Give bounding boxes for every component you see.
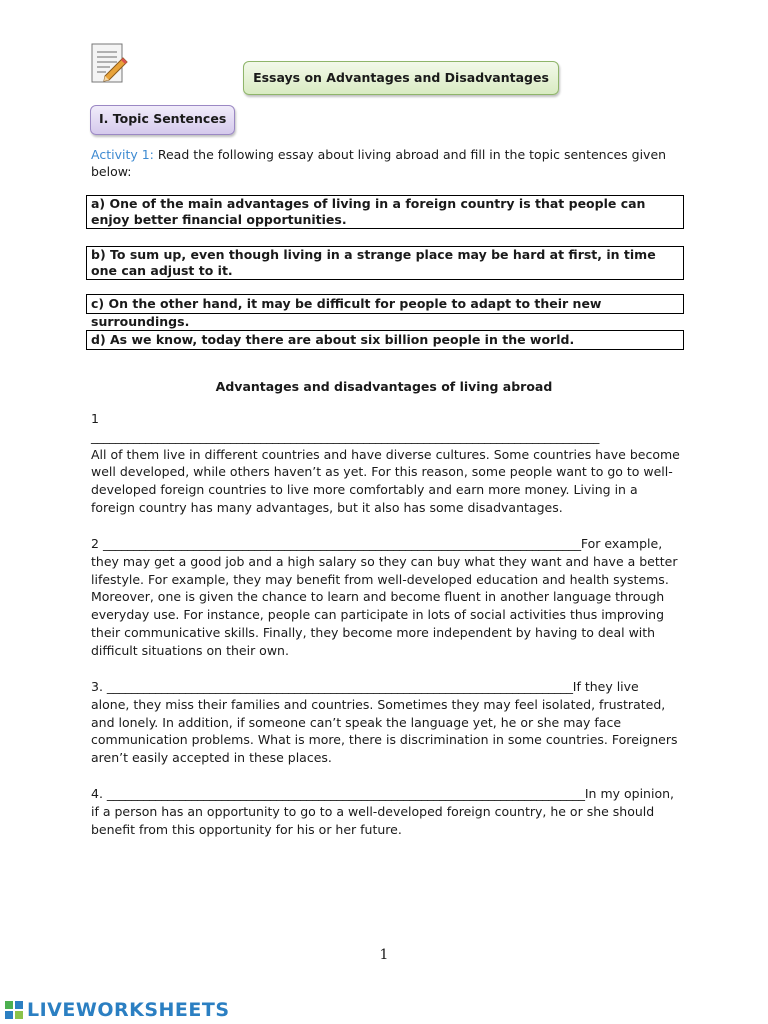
essay-paragraph-1 bbox=[91, 410, 681, 517]
liveworksheets-logo[interactable] bbox=[4, 998, 230, 1022]
activity-label: Activity 1: bbox=[91, 147, 154, 162]
section-heading: I. Topic Sentences bbox=[90, 105, 235, 135]
essay-paragraph-3 bbox=[91, 678, 681, 767]
topic-sentence-a: a) One of the main advantages of living in a foreign country is that people can enjoy better financial opportunities. bbox=[86, 195, 684, 229]
topic-sentence-c: c) On the other hand, it may be difficult for people to adapt to their new surroundings. bbox=[86, 294, 684, 314]
paragraph-text: In my opinion, if a person has an opportunity to go to a well-developed foreign country, he or she should benefit from this opportunity for his or her future. bbox=[91, 786, 674, 837]
logo-text: LIVEWORKSHEETS bbox=[27, 999, 230, 1021]
essay-title: Advantages and disadvantages of living abroad bbox=[215, 379, 553, 394]
answer-blank-2[interactable]: _______________________________________________________________________________ bbox=[102, 536, 581, 551]
paragraph-text: If they live alone, they miss their families and countries. Sometimes they may feel isolated, frustrated, and lonely. In addition, if someone can’t speak the language yet, he or she may face communication problems. What is more, there is discrimination in some countries. Foreigners aren’t easily accepted in these places. bbox=[91, 679, 678, 766]
answer-blank-3[interactable]: _____________________________________________________________________________ bbox=[106, 679, 573, 694]
paragraph-number: 3. bbox=[91, 679, 107, 694]
answer-blank-1[interactable]: ____________________________________________________________________________________ bbox=[91, 428, 600, 444]
essay-paragraph-4 bbox=[91, 785, 681, 838]
document-pencil-icon bbox=[90, 42, 128, 84]
paragraph-number: 4. bbox=[91, 786, 107, 801]
essay-paragraph-2 bbox=[91, 535, 681, 660]
topic-sentence-b: b) To sum up, even though living in a strange place may be hard at first, in time one can adjust to it. bbox=[86, 246, 684, 280]
worksheet-title: Essays on Advantages and Disadvantages bbox=[243, 61, 559, 95]
paragraph-number: 2 bbox=[91, 536, 103, 551]
liveworksheets-logo-icon bbox=[4, 1000, 24, 1020]
activity-instructions bbox=[91, 146, 681, 180]
page-number: 1 bbox=[379, 947, 389, 963]
activity-text: Read the following essay about living abroad and fill in the topic sentences given below: bbox=[91, 147, 667, 179]
paragraph-number: 1 bbox=[91, 411, 99, 426]
paragraph-text: All of them live in different countries and have diverse cultures. Some countries have become well developed, while others haven’t as yet. For this reason, some people want to go to well-developed foreign countries to live more comfortably and earn more money. Living in a foreign country has many advantages, but it also has some disadvantages. bbox=[91, 446, 680, 515]
topic-sentence-d: d) As we know, today there are about six billion people in the world. bbox=[86, 330, 684, 350]
paragraph-text: For example, they may get a good job and a high salary so they can buy what they want and have a better lifestyle. For example, they may benefit from well-developed education and health systems. Moreover, one is given the chance to learn and become fluent in another language through everyday use. For instance, people can participate in lots of social activities thus improving their communicative skills. Finally, they become more independent by having to deal with difficult situations on their own. bbox=[91, 536, 678, 658]
answer-blank-4[interactable]: _______________________________________________________________________________ bbox=[106, 786, 585, 801]
